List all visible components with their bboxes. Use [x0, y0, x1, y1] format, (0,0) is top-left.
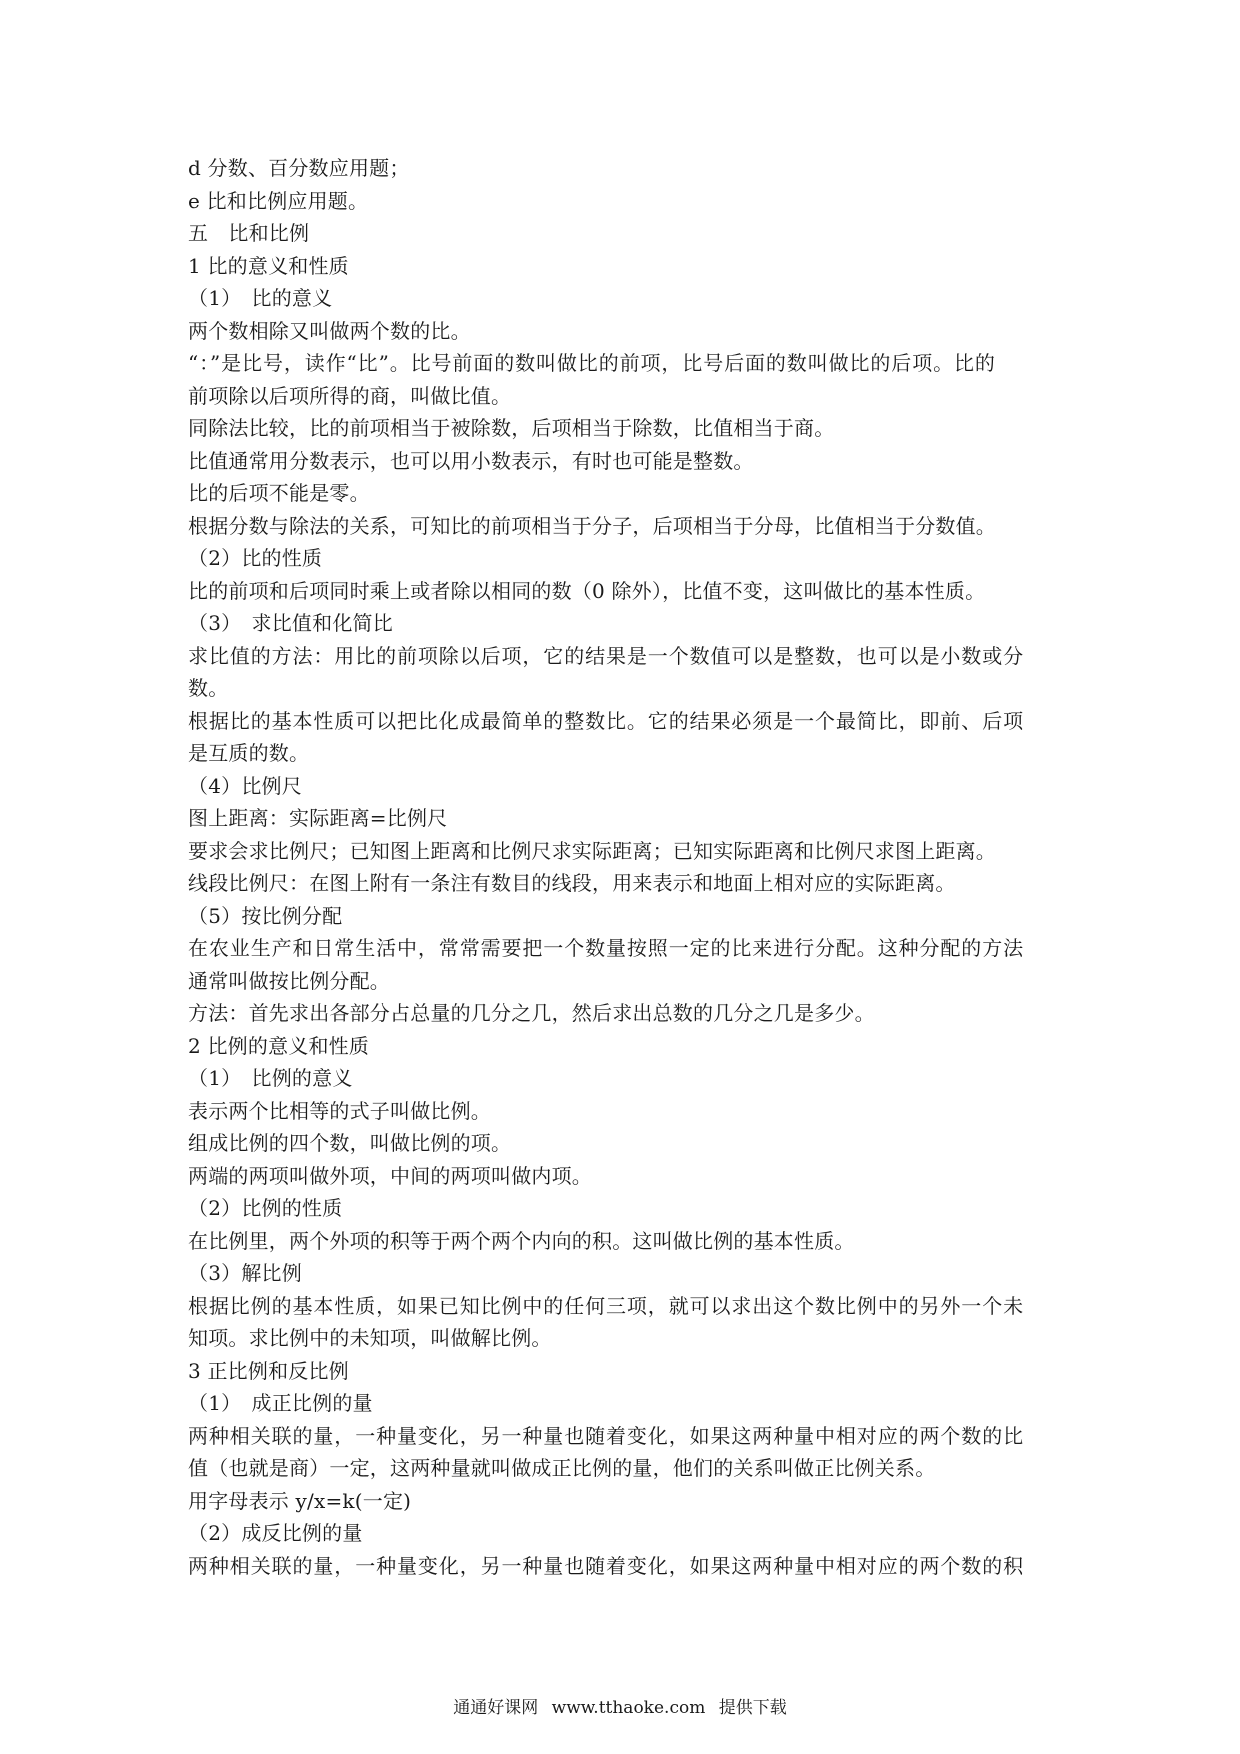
item-heading: （3） 求比值和化简比: [188, 611, 393, 635]
text-line: 数。: [188, 676, 229, 700]
item-heading: （2）比的性质: [188, 546, 323, 570]
document-body: [188, 152, 1074, 1582]
footer-site-name: 通通好课网: [453, 1698, 539, 1718]
item-heading: （2）成反比例的量: [188, 1521, 363, 1545]
text-line: d 分数、百分数应用题；: [188, 156, 410, 180]
section-heading: 五 比和比例: [188, 221, 310, 245]
formula-line: 用字母表示 y/x=k(一定): [188, 1488, 412, 1513]
text-line: 求比值的方法：用比的前项除以后项，它的结果是一个数值可以是整数，也可以是小数或分: [188, 643, 1024, 668]
text-line: 表示两个比相等的式子叫做比例。: [188, 1098, 491, 1123]
item-heading: （1） 比例的意义: [188, 1066, 353, 1090]
subsection-heading: 2 比例的意义和性质: [188, 1033, 370, 1058]
item-heading: （3）解比例: [188, 1261, 302, 1285]
text-line: 比的后项不能是零。: [188, 481, 370, 505]
footer-suffix: 提供下载: [718, 1698, 787, 1718]
text-line: “：”是比号，读作“比”。比号前面的数叫做比的前项，比号后面的数叫做比的后项。比的: [188, 351, 996, 375]
text-line: 知项。求比例中的未知项，叫做解比例。: [188, 1326, 552, 1350]
text-line: 比值通常用分数表示，也可以用小数表示，有时也可能是整数。: [188, 448, 754, 473]
text-line: 两个数相除又叫做两个数的比。: [188, 318, 471, 343]
text-line: 值（也就是商）一定，这两种量就叫做成正比例的量，他们的关系叫做正比例关系。: [188, 1456, 936, 1480]
item-heading: （2）比例的性质: [188, 1196, 343, 1220]
text-line: 根据比例的基本性质，如果已知比例中的任何三项，就可以求出这个数比例中的另外一个未: [188, 1293, 1024, 1318]
item-heading: （1） 比的意义: [188, 286, 333, 310]
text-line: 通常叫做按比例分配。: [188, 968, 390, 993]
text-line: 在比例里，两个外项的积等于两个两个内向的积。这叫做比例的基本性质。: [188, 1228, 855, 1253]
text-line: 要求会求比例尺；已知图上距离和比例尺求实际距离；已知实际距离和比例尺求图上距离。: [188, 838, 996, 863]
subsection-heading: 3 正比例和反比例: [188, 1358, 349, 1383]
text-line: 两种相关联的量，一种量变化，另一种量也随着变化，如果这两种量中相对应的两个数的积: [188, 1553, 1024, 1578]
text-line: 在农业生产和日常生活中，常常需要把一个数量按照一定的比来进行分配。这种分配的方法: [188, 936, 1024, 960]
text-line: 前项除以后项所得的商，叫做比值。: [188, 383, 512, 408]
text-line: 组成比例的四个数，叫做比例的项。: [188, 1131, 512, 1155]
footer-url: www.tthaoke.com: [551, 1698, 706, 1718]
text-line: 是互质的数。: [188, 741, 310, 765]
item-heading: （5）按比例分配: [188, 903, 343, 928]
page-footer: [0, 1697, 1240, 1719]
text-line: e 比和比例应用题。: [188, 188, 369, 213]
text-line: 两种相关联的量，一种量变化，另一种量也随着变化，如果这两种量中相对应的两个数的比: [188, 1423, 1024, 1448]
text-line: 同除法比较，比的前项相当于被除数，后项相当于除数，比值相当于商。: [188, 416, 835, 440]
text-line: 图上距离：实际距离=比例尺: [188, 806, 448, 830]
subsection-heading: 1 比的意义和性质: [188, 253, 349, 278]
text-line: 方法：首先求出各部分占总量的几分之几，然后求出总数的几分之几是多少。: [188, 1001, 875, 1025]
text-line: 线段比例尺：在图上附有一条注有数目的线段，用来表示和地面上相对应的实际距离。: [188, 871, 956, 895]
text-line: 根据分数与除法的关系，可知比的前项相当于分子，后项相当于分母，比值相当于分数值。: [188, 513, 996, 538]
text-line: 根据比的基本性质可以把比化成最简单的整数比。它的结果必须是一个最简比，即前、后项: [188, 708, 1024, 733]
text-line: 比的前项和后项同时乘上或者除以相同的数（0 除外），比值不变，这叫做比的基本性质。: [188, 578, 986, 603]
item-heading: （1） 成正比例的量: [188, 1391, 373, 1415]
item-heading: （4）比例尺: [188, 773, 302, 798]
text-line: 两端的两项叫做外项，中间的两项叫做内项。: [188, 1163, 592, 1188]
